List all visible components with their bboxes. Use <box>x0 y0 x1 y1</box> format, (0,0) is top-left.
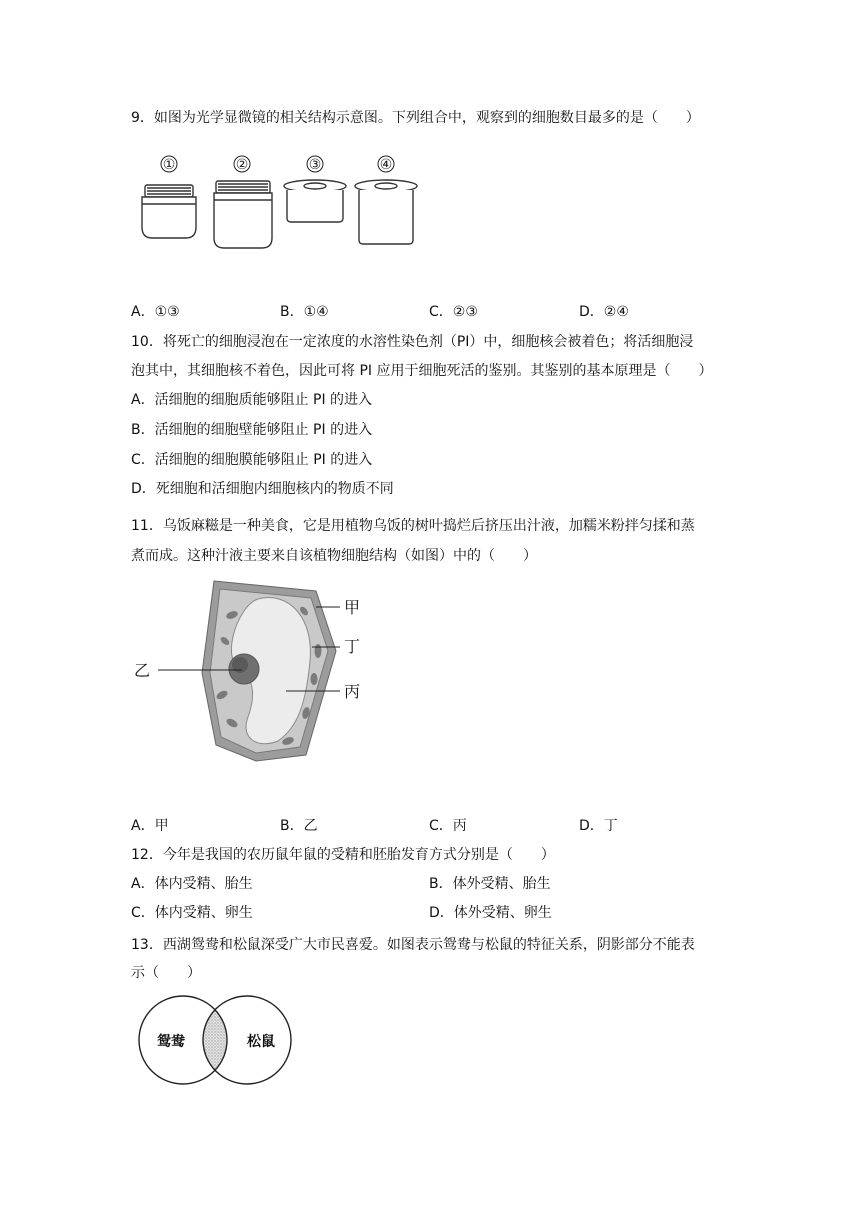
q10-option-a[interactable]: A．活细胞的细胞质能够阻止 PI 的进入 <box>131 392 373 408</box>
q11-option-c[interactable]: C．丙 <box>429 818 467 834</box>
q10-option-c[interactable]: C．活细胞的细胞膜能够阻止 PI 的进入 <box>131 452 373 468</box>
lens-label-1: ① <box>162 157 176 173</box>
q10-stem-line2: 泡其中，其细胞核不着色，因此可将 PI 应用于细胞死活的鉴别。其鉴别的基本原理是（ ） <box>131 363 713 379</box>
eyepiece-lens-3 <box>284 180 346 222</box>
q11-stem-line1: 11．乌饭麻糍是一种美食，它是用植物乌饭的树叶捣烂后挤压出汁液，加糯米粉拌匀揉和蒸 <box>131 518 695 534</box>
lens-label-2: ② <box>235 157 249 173</box>
venn-left-label: 鸳鸯 <box>157 1034 185 1050</box>
q13-stem-line2: 示（ ） <box>131 965 201 981</box>
q9-option-d[interactable]: D．②④ <box>579 304 629 320</box>
q10-stem-line1: 10．将死亡的细胞浸泡在一定浓度的水溶性染色剂（PI）中，细胞核会被着色；将活细胞浸 <box>131 334 694 350</box>
q12-option-c[interactable]: C．体内受精、卵生 <box>131 905 253 921</box>
q9-option-a[interactable]: A．①③ <box>131 304 180 320</box>
microscope-lens-figure <box>134 152 434 262</box>
label-ding: 丁 <box>344 637 361 656</box>
venn-diagram-figure <box>133 992 303 1092</box>
lens-label-4: ④ <box>379 157 393 173</box>
q9-option-b[interactable]: B．①④ <box>280 304 329 320</box>
venn-right-label: 松鼠 <box>247 1034 275 1050</box>
q9-stem: 9．如图为光学显微镜的相关结构示意图。下列组合中，观察到的细胞数目最多的是（ ） <box>131 110 700 126</box>
q11-option-d[interactable]: D．丁 <box>579 818 618 834</box>
objective-lens-1 <box>142 185 196 238</box>
q12-stem: 12．今年是我国的农历鼠年鼠的受精和胚胎发育方式分别是（ ） <box>131 847 555 863</box>
objective-lens-2 <box>214 181 272 248</box>
q10-option-b[interactable]: B．活细胞的细胞壁能够阻止 PI 的进入 <box>131 422 373 438</box>
q12-option-b[interactable]: B．体外受精、胎生 <box>429 876 551 892</box>
label-yi: 乙 <box>134 661 151 680</box>
q9-option-c[interactable]: C．②③ <box>429 304 478 320</box>
q12-option-a[interactable]: A．体内受精、胎生 <box>131 876 253 892</box>
label-jia: 甲 <box>344 598 361 617</box>
plant-cell-figure <box>128 577 378 767</box>
q11-option-b[interactable]: B．乙 <box>280 818 318 834</box>
q10-option-d[interactable]: D．死细胞和活细胞内细胞核内的物质不同 <box>131 481 394 497</box>
q11-stem-line2: 煮而成。这种汁液主要来自该植物细胞结构（如图）中的（ ） <box>131 548 537 564</box>
eyepiece-lens-4 <box>355 180 417 244</box>
q12-option-d[interactable]: D．体外受精、卵生 <box>429 905 552 921</box>
label-bing: 丙 <box>344 682 361 701</box>
lens-label-3: ③ <box>308 157 322 173</box>
q11-option-a[interactable]: A．甲 <box>131 818 169 834</box>
q13-stem-line1: 13．西湖鸳鸯和松鼠深受广大市民喜爱。如图表示鸳鸯与松鼠的特征关系，阴影部分不能表 <box>131 937 695 953</box>
